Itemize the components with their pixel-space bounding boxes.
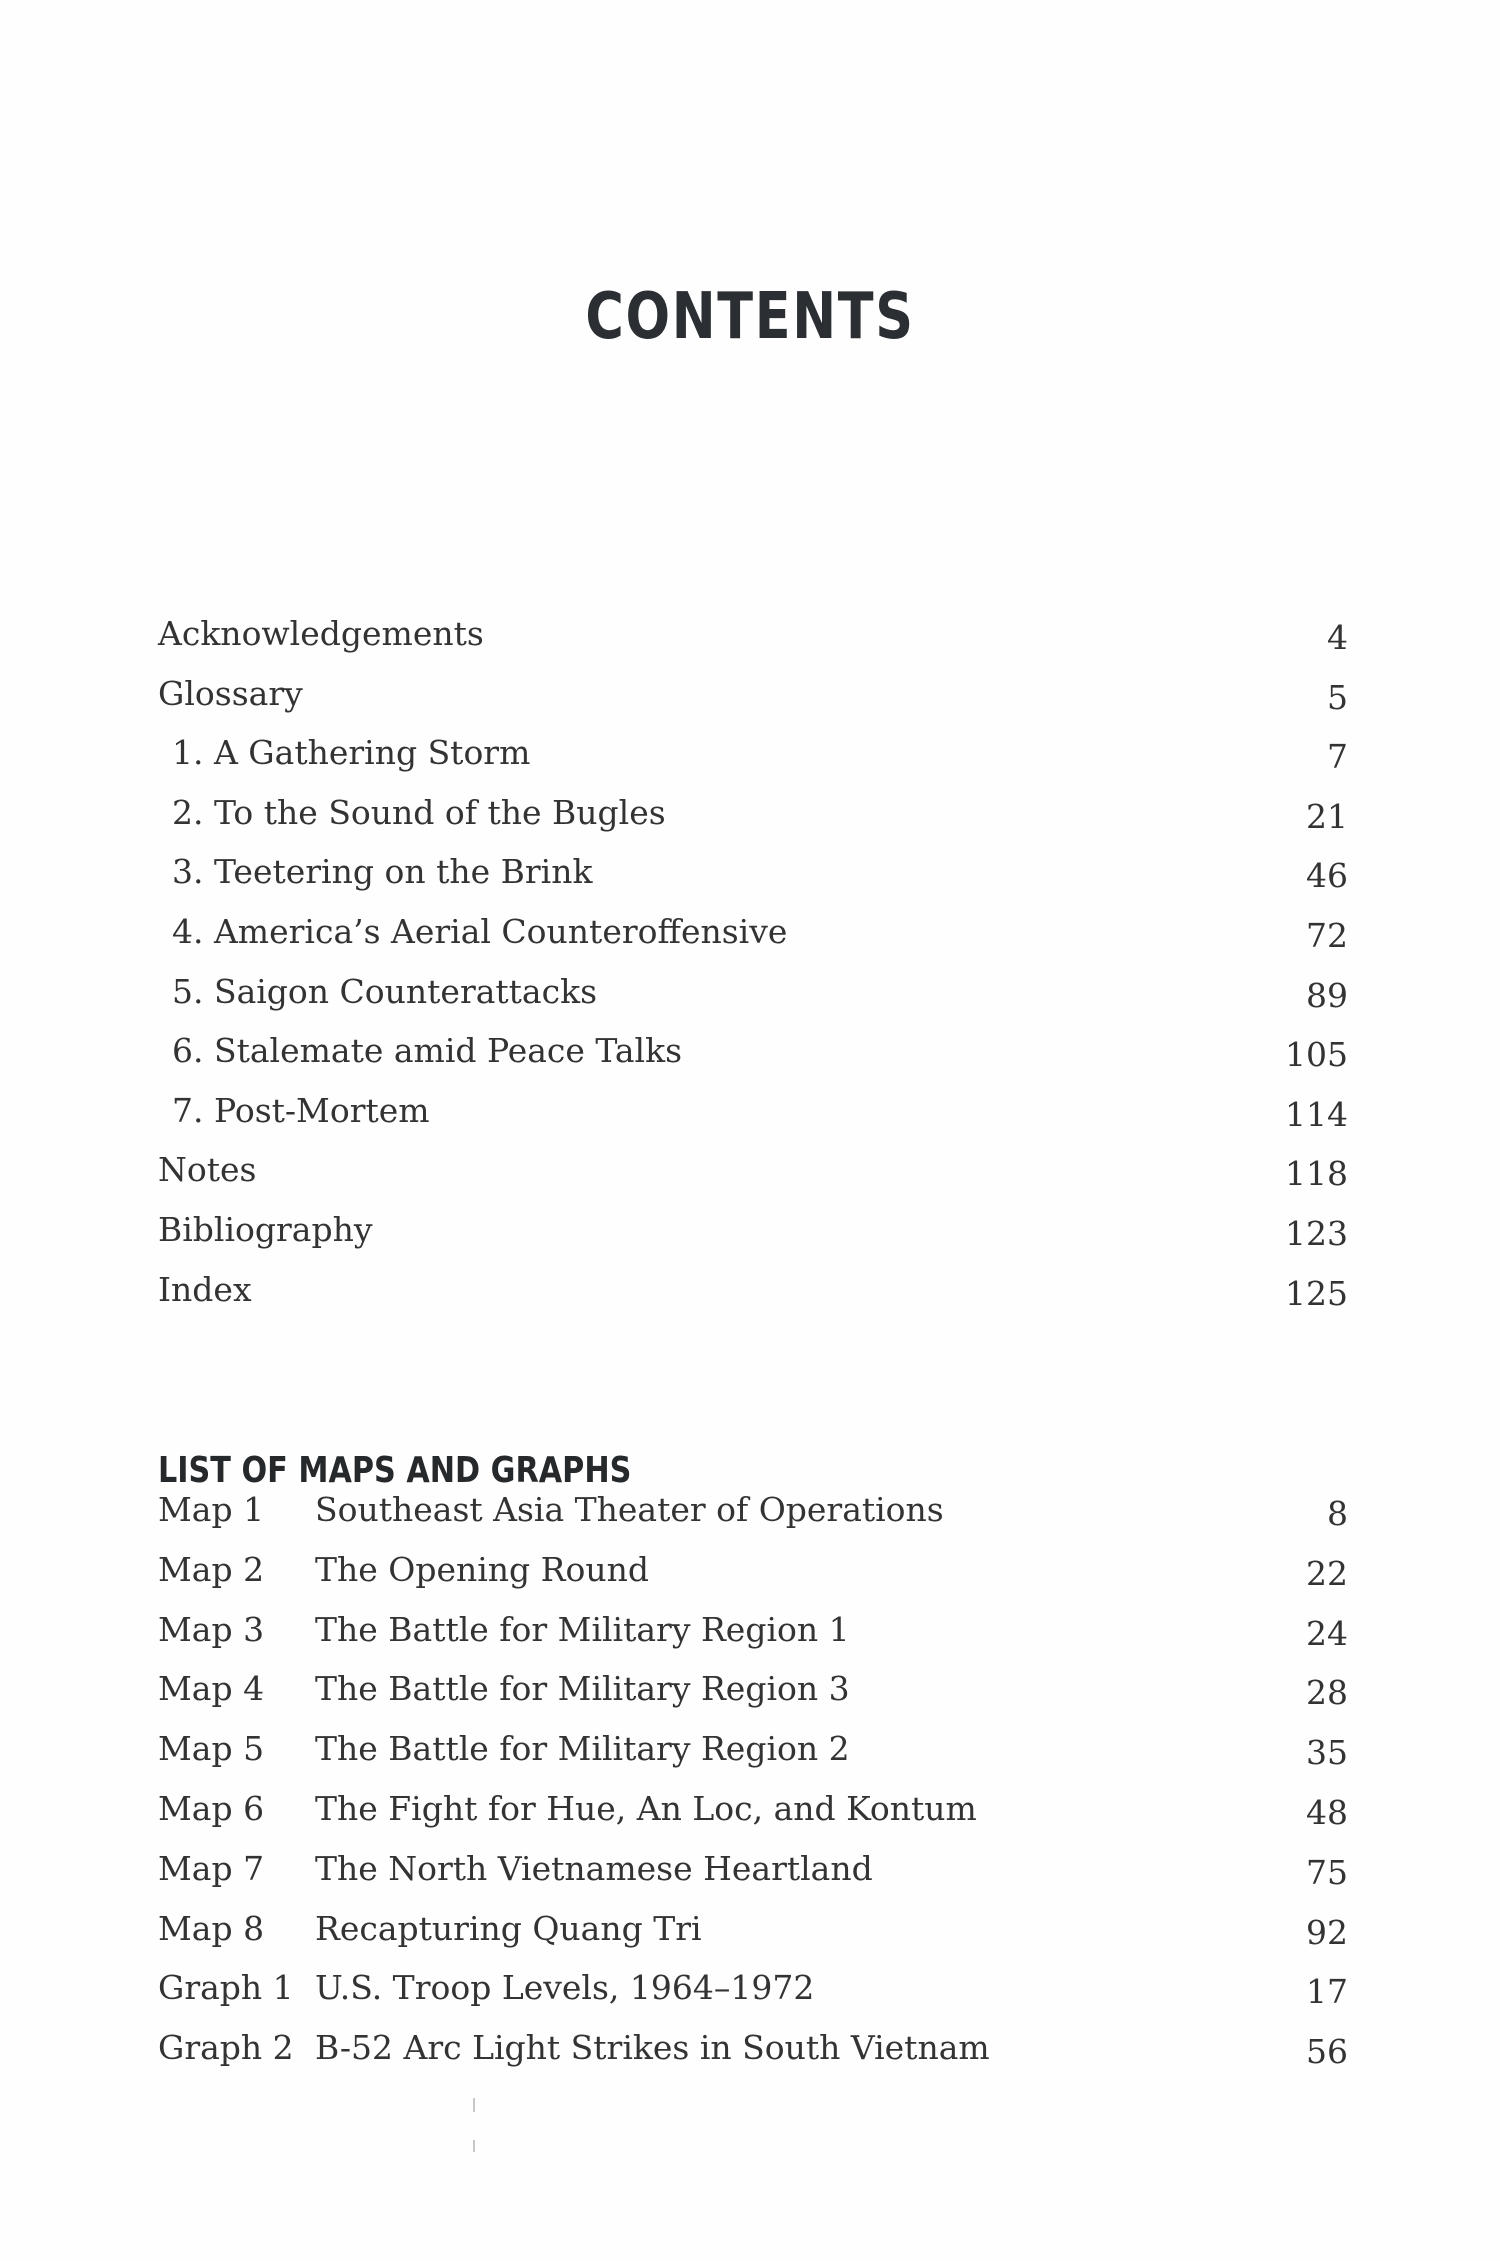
toc-entry-page: 114 xyxy=(1285,1094,1348,1134)
toc-entry-page: 21 xyxy=(1306,796,1348,836)
toc-entry-label: 2. To the Sound of the Bugles xyxy=(172,792,666,832)
map-entry xyxy=(158,1789,1348,1849)
toc-entry xyxy=(158,1270,1348,1330)
map-entry-page: 24 xyxy=(1306,1613,1348,1653)
page-title: CONTENTS xyxy=(585,280,915,354)
toc-entry xyxy=(158,733,1348,793)
toc-entry xyxy=(158,793,1348,853)
map-entry xyxy=(158,1490,1348,1550)
toc-entry-label: Index xyxy=(158,1269,252,1309)
toc-entry xyxy=(158,972,1348,1032)
toc-entry-page: 4 xyxy=(1327,618,1348,657)
map-entry-title: The Battle for Military Region 3 xyxy=(315,1669,850,1709)
toc-entry-page: 5 xyxy=(1327,677,1348,717)
map-entry-title: The Opening Round xyxy=(315,1549,650,1589)
map-entry-page: 8 xyxy=(1327,1494,1348,1533)
map-entry-title: U.S. Troop Levels, 1964–1972 xyxy=(315,1968,815,2008)
toc-entry xyxy=(158,1210,1348,1270)
toc-entry xyxy=(158,852,1348,912)
toc-entry-label: 3. Teetering on the Brink xyxy=(172,852,593,892)
map-entry-page: 75 xyxy=(1306,1852,1348,1892)
map-entry-number: Map 5 xyxy=(158,1729,265,1769)
map-entry-number: Graph 1 xyxy=(158,1968,294,2008)
maps-section-heading: LIST OF MAPS AND GRAPHS xyxy=(158,1450,632,1491)
toc-entry-label: Acknowledgements xyxy=(158,614,484,653)
map-entry-title: Southeast Asia Theater of Operations xyxy=(315,1490,944,1529)
toc-entry xyxy=(158,674,1348,734)
toc-entry-page: 118 xyxy=(1285,1154,1348,1194)
map-entry-page: 22 xyxy=(1306,1553,1348,1593)
toc-entry-label: 6. Stalemate amid Peace Talks xyxy=(172,1031,683,1071)
map-entry-page: 28 xyxy=(1306,1673,1348,1713)
toc-entry-label: Notes xyxy=(158,1150,257,1190)
map-entry-page: 56 xyxy=(1306,2032,1348,2072)
toc-entry-page: 46 xyxy=(1306,856,1348,896)
map-entry-number: Map 7 xyxy=(158,1848,265,1888)
toc-entry-page: 123 xyxy=(1285,1213,1348,1253)
map-entry xyxy=(158,1550,1348,1610)
map-entry-page: 92 xyxy=(1306,1912,1348,1952)
map-entry-number: Map 1 xyxy=(158,1490,265,1529)
scan-mark xyxy=(473,2098,475,2112)
map-entry-title: The Fight for Hue, An Loc, and Kontum xyxy=(315,1788,977,1828)
toc-entry-page: 125 xyxy=(1285,1273,1348,1313)
map-entry-title: The North Vietnamese Heartland xyxy=(315,1848,873,1888)
map-entry-number: Map 6 xyxy=(158,1788,265,1828)
map-entry-page: 17 xyxy=(1306,1972,1348,2012)
map-entry xyxy=(158,1669,1348,1729)
toc-entry-label: 4. America’s Aerial Counteroffensive xyxy=(172,911,788,951)
map-entry xyxy=(158,2028,1348,2088)
toc-entry-page: 7 xyxy=(1327,737,1348,777)
map-entry-number: Map 3 xyxy=(158,1609,265,1649)
toc-entry-label: 1. A Gathering Storm xyxy=(172,733,531,773)
scan-mark xyxy=(473,2140,475,2152)
toc-entry xyxy=(158,614,1348,674)
toc-entry-page: 105 xyxy=(1285,1035,1348,1075)
toc-entry xyxy=(158,1150,1348,1210)
map-entry xyxy=(158,1610,1348,1670)
toc-entry-page: 72 xyxy=(1306,915,1348,955)
map-entry xyxy=(158,1968,1348,2028)
map-entry-number: Map 2 xyxy=(158,1549,265,1589)
map-entry-number: Graph 2 xyxy=(158,2028,294,2068)
toc-entry-label: Bibliography xyxy=(158,1209,373,1249)
table-of-contents xyxy=(158,614,1348,1329)
map-entry-title: Recapturing Quang Tri xyxy=(315,1908,702,1948)
toc-entry-page: 89 xyxy=(1306,975,1348,1015)
map-entry-title: The Battle for Military Region 1 xyxy=(315,1609,850,1649)
toc-entry-label: 5. Saigon Counterattacks xyxy=(172,971,598,1011)
toc-entry-label: Glossary xyxy=(158,673,303,713)
map-entry-page: 48 xyxy=(1306,1792,1348,1832)
toc-entry xyxy=(158,1091,1348,1151)
map-entry-page: 35 xyxy=(1306,1733,1348,1773)
map-entry xyxy=(158,1909,1348,1969)
map-entry-number: Map 8 xyxy=(158,1908,265,1948)
maps-and-graphs-list xyxy=(158,1490,1348,2088)
map-entry xyxy=(158,1729,1348,1789)
map-entry-title: B-52 Arc Light Strikes in South Vietnam xyxy=(315,2028,990,2068)
toc-entry xyxy=(158,912,1348,972)
map-entry-title: The Battle for Military Region 2 xyxy=(315,1729,850,1769)
toc-entry-label: 7. Post-Mortem xyxy=(172,1090,430,1130)
map-entry-number: Map 4 xyxy=(158,1669,265,1709)
toc-entry xyxy=(158,1031,1348,1091)
map-entry xyxy=(158,1849,1348,1909)
